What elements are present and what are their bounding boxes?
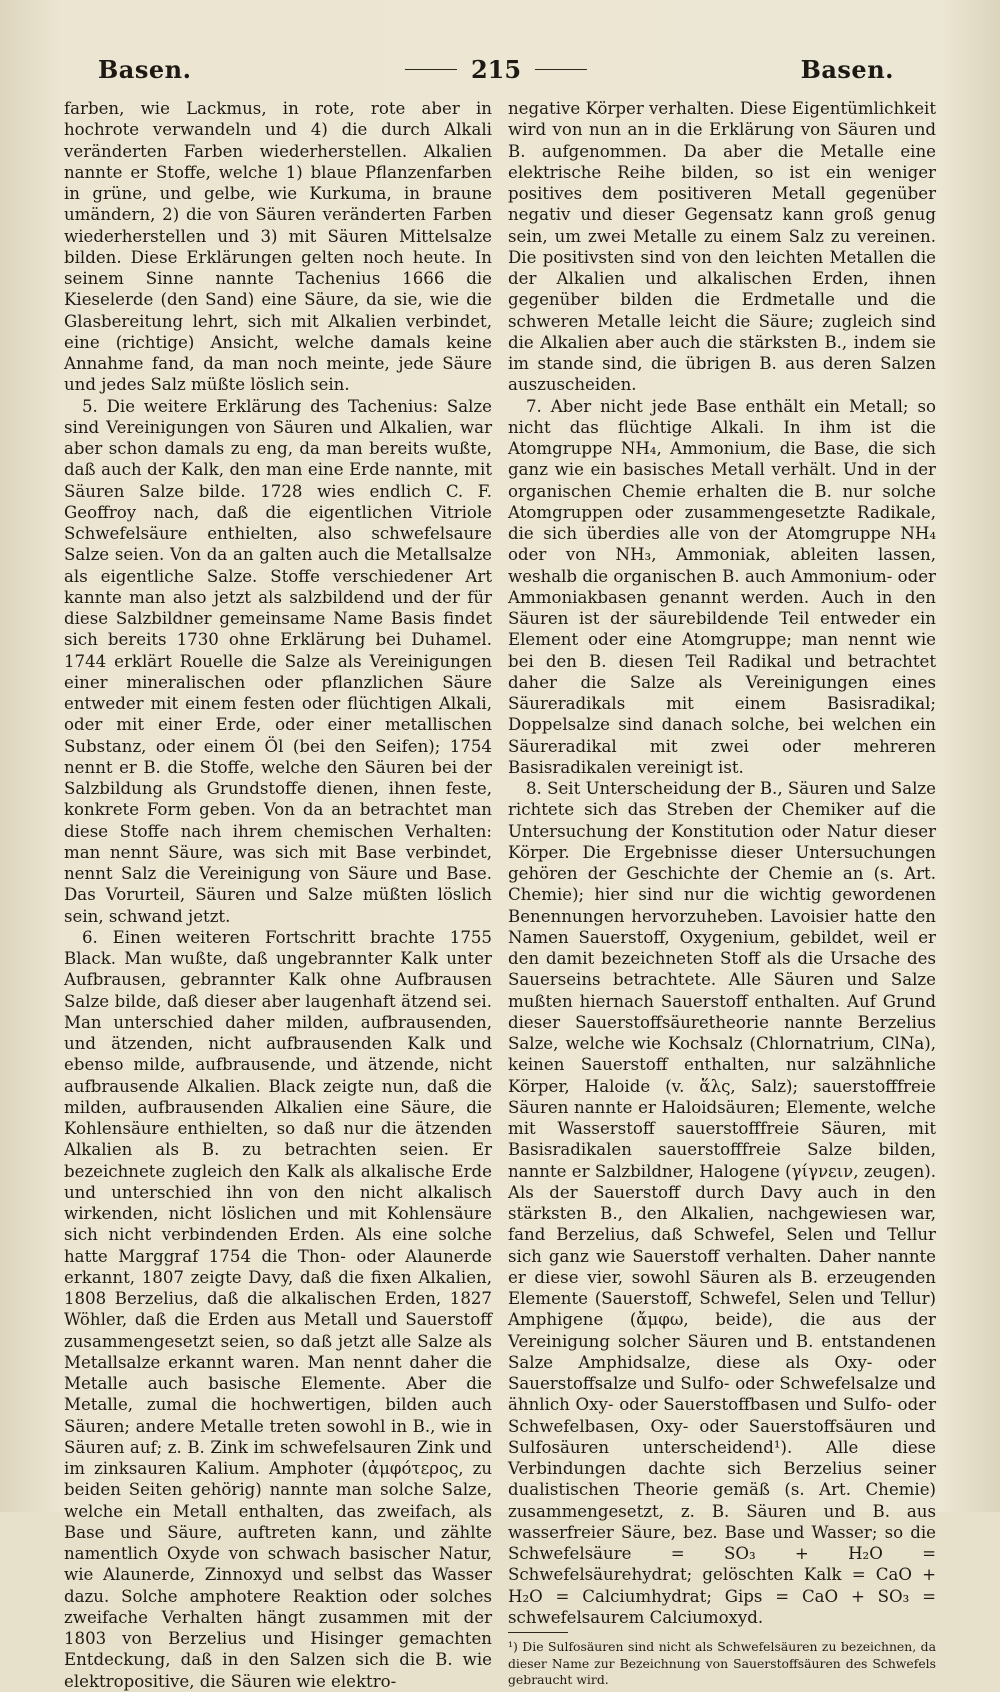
paragraph-8: 8. Seit Unterscheidung der B., Säuren und Salze richtete sich das Streben der Chemiker auf die Untersuchung der Konstitution oder Natur dieser Körper. Die Ergebnisse dieser Untersuchungen gehören der Geschichte der Chemie an (s. Art. Chemie); hier sind nur die wichtig gewordenen Benennungen hervorzuheben. Lavoisier hatte den Namen Sauerstoff, Oxygenium, gebildet, weil er den damit bezeichneten Stoff als die Ursache des Sauerseins betrachtete. Alle Säuren und Salze mußten hiernach Sauerstoff enthalten. Auf Grund dieser Sauerstoffsäuretheorie nannte Berzelius Salze, welche wie Kochsalz (Chlornatrium, ClNa), keinen Sauerstoff enthalten, nur salzähnliche Körper, Haloide (v. ἅλς, Salz); sauerstofffreie Säuren nannte er Haloidsäuren; Elemente, welche mit Wasserstoff sauerstofffreie Säuren, mit Basisradikalen sauerstofffreie Salze bilden, nannte er Salzbildner, Halogene (γίγνειν, zeugen). Als der Sauerstoff durch Davy auch in den stärksten B., den Alkalien, nachgewiesen war, fand Berzelius, daß Schwefel, Selen und Tellur sich ganz wie Sauerstoff verhalten. Daher nannte er diese vier, sowohl Säuren als B. erzeugenden Elemente (Sauerstoff, Schwefel, Selen und Tellur) Amphigene (ἄμφω, beide), die aus der Vereinigung solcher Säuren und B. entstandenen Salze Amphidsalze, diese als Oxy- oder Sauerstoffsalze und Sulfo- oder Schwefelsalze und ähnlich Oxy- oder Sauerstoffbasen und Sulfo- oder Schwefelbasen, Oxy- oder Sauerstoffsäuren und Sulfosäuren unterscheidend¹). Alle diese Verbindungen dachte sich Berzelius seiner dualistischen Theorie gemäß (s. Art. Chemie) zusammengesetzt, z. B. Säuren und B. aus wasserfreier Säure, bez. Base und Wasser; so die Schwefelsäure = SO₃ + H₂O = Schwefelsäurehydrat; gelöschten Kalk = CaO + H₂O = Calciumhydrat; Gips = CaO + SO₃ = schwefelsaurem Calciumoxyd. <box>508 779 936 1627</box>
header-rule-right <box>535 69 587 70</box>
running-head-right: Basen. <box>800 55 894 84</box>
running-header <box>98 55 894 91</box>
paragraph-continuation: negative Körper verhalten. Diese Eigentümlichkeit wird von nun an in die Erklärung von Säuren und B. aufgenommen. Da aber die Metalle eine elektrische Reihe bilden, so ist ein weniger positives dem positiveren Metall gegenüber negativ und dieser Gegensatz kann groß genug sein, um zwei Metalle zu einem Salz zu vereinen. Die positivsten sind von den leichten Metallen die der Alkalien und alkalischen Erden, ihnen gegenüber bilden die Erdmetalle und die schweren Metalle leicht die Säure; zugleich sind die Alkalien aber auch die stärksten B., indem sie im stande sind, die übrigen B. aus deren Salzen auszuscheiden. <box>508 99 936 395</box>
left-column <box>64 98 492 1692</box>
paragraph-5: 5. Die weitere Erklärung des Tachenius: Salze sind Vereinigungen von Säuren und Alkalien, war aber schon damals zu eng, da man bereits wußte, daß auch der Kalk, den man eine Erde nannte, mit Säuren Salze bilde. 1728 wies endlich C. F. Geoffroy nach, daß die eigentlichen Vitriole Schwefelsäure enthielten, also schwefelsaure Salze seien. Von da an galten auch die Metallsalze als eigentliche Salze. Stoffe verschiedener Art kannte man also jetzt als salzbildend und der für diese Salzbildner gemeinsame Name Basis findet sich bereits 1730 ohne Erklärung bei Duhamel. 1744 erklärt Rouelle die Salze als Vereinigungen einer mineralischen oder pflanzlichen Säure entweder mit einem festen oder flüchtigen Alkali, oder mit einer Erde, oder einer metallischen Substanz, oder einem Öl (bei den Seifen); 1754 nennt er B. die Stoffe, welche den Säuren bei der Salzbildung als Grundstoffe dienen, ihnen feste, konkrete Form geben. Von da an betrachtet man diese Stoffe nach ihrem chemischen Verhalten: man nennt Säure, was sich mit Base verbindet, nennt Salz die Vereinigung von Säure und Base. Das Vorurteil, Säuren und Salze müßten löslich sein, schwand jetzt. <box>64 396 492 926</box>
right-column <box>508 98 936 1689</box>
page-number-block <box>405 55 587 84</box>
paragraph-7: 7. Aber nicht jede Base enthält ein Metall; so nicht das flüchtige Alkali. In ihm ist die Atomgruppe NH₄, Ammonium, die Base, die sich ganz wie ein basisches Metall verhält. Und in der organischen Chemie erhalten die B. nur solche Atomgruppen oder zusammengesetzte Radikale, die sich überdies alle von der Atomgruppe NH₄ oder von NH₃, Ammoniak, ableiten lassen, weshalb die organischen B. auch Ammonium- oder Ammoniakbasen genannt werden. Auch in den Säuren ist der säurebildende Teil entweder ein Element oder eine Atomgruppe; man nennt wie bei den B. diesen Teil Radikal und betrachtet daher die Salze als Vereinigungen eines Säureradikals mit einem Basisradikal; Doppelsalze sind danach solche, bei welchen ein Säureradikal mit zwei oder mehreren Basisradikalen vereinigt ist. <box>508 396 936 777</box>
paragraph-alkalien: farben, wie Lackmus, in rote, rote aber in hochrote verwandeln und 4) die durch Alkali veränderten Farben wiederherstellen. Alkalien nannte er Stoffe, welche 1) blaue Pflanzenfarben in grüne, und gelbe, wie Kurkuma, in braune umändern, 2) die von Säuren veränderten Farben wiederherstellen und 3) mit Säuren Mittelsalze bilden. Diese Erklärungen gelten noch heute. In seinem Sinne nannte Tachenius 1666 die Kieselerde (den Sand) eine Säure, da sie, wie die Glasbereitung lehrt, sich mit Alkalien verbindet, eine (richtige) Ansicht, welche damals keine Annahme fand, da man noch meinte, jede Säure und jedes Salz müßte löslich sein. <box>64 99 492 395</box>
paragraph-6: 6. Einen weiteren Fortschritt brachte 1755 Black. Man wußte, daß ungebrannter Kalk unter Aufbrausen, gebrannter Kalk ohne Aufbrausen Salze bilde, daß dieser aber laugenhaft ätzend sei. Man unterschied daher milden, aufbrausenden, und ätzenden, nicht aufbrausenden Kalk und ebenso milde, aufbrausende, und ätzende, nicht aufbrausende Alkalien. Black zeigte nun, daß die milden, aufbrausenden Alkalien eine Säure, die Kohlensäure enthielten, so daß nur die ätzenden Alkalien als B. zu betrachten seien. Er bezeichnete zugleich den Kalk als alkalische Erde und unterschied ihn von den nicht alkalisch wirkenden, nicht löslichen und mit Kohlensäure sich nicht verbindenden Erden. Als eine solche hatte Marggraf 1754 die Thon- oder Alaunerde erkannt, 1807 zeigte Davy, daß die fixen Alkalien, 1808 Berzelius, daß die alkalischen Erden, 1827 Wöhler, daß die Erden aus Metall und Sauerstoff zusammengesetzt seien, so daß jetzt alle Salze als Metallsalze erkannt waren. Man nennt daher die Metalle auch basische Elemente. Aber die Metalle, zumal die hochwertigen, bilden auch Säuren; andere Metalle treten sowohl in B., wie in Säuren auf; z. B. Zink im schwefelsauren Zink und im zinksauren Kalium. Amphoter (ἀμφότερος, zu beiden Seiten gehörig) nannte man solche Salze, welche ein Metall enthalten, das zweifach, als Base und Säure, auftreten kann, und zählte namentlich Oxyde von schwach basischer Natur, wie Alaunerde, Zinnoxyd und selbst das Wasser dazu. Solche amphotere Reaktion oder solches zweifache Verhalten hängt zusammen mit der 1803 von Berzelius und Hisinger gemachten Entdeckung, daß in den Salzen sich die B. wie elektropositive, die Säuren wie elektro- <box>64 927 492 1691</box>
header-rule-left <box>405 69 457 70</box>
running-head-left: Basen. <box>98 55 192 84</box>
footnote: ¹) Die Sulfosäuren sind nicht als Schwefelsäuren zu bezeichnen, da dieser Name zur Bezeichnung von Sauerstoffsäuren des Schwefels gebraucht wird. <box>508 1639 936 1687</box>
footnote-rule <box>508 1632 568 1633</box>
page-number: 215 <box>470 55 522 84</box>
